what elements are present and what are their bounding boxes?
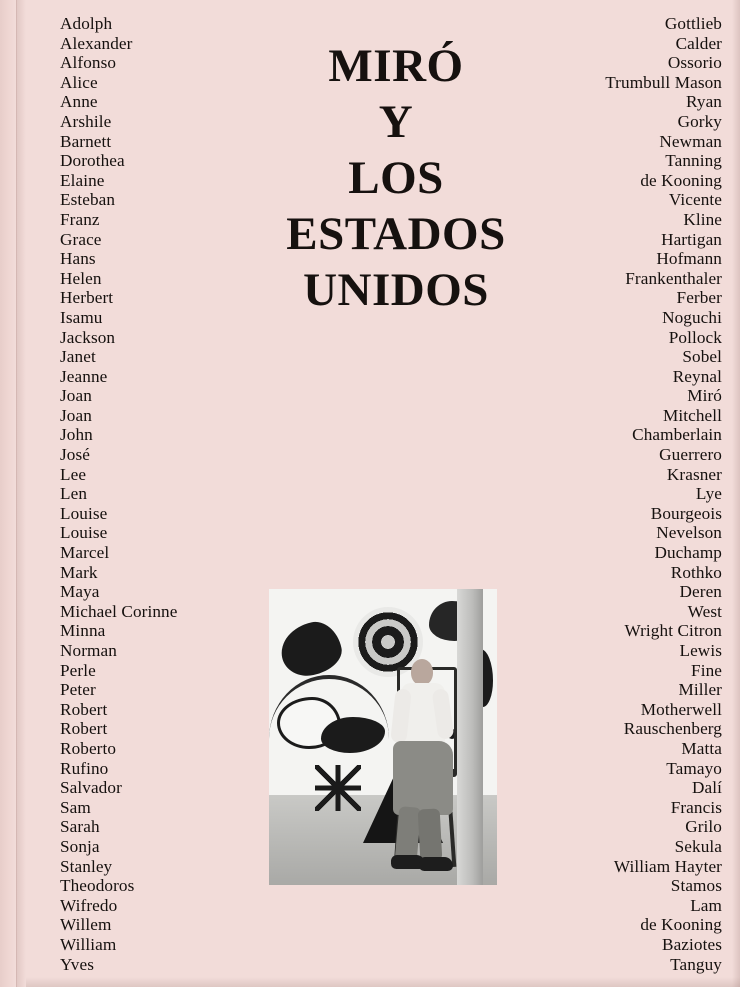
last-name: Tamayo [666,758,722,778]
last-name: Kline [683,209,722,229]
first-name: Arshile [60,111,112,131]
title-line: LOS [348,152,444,204]
last-name: de Kooning [640,170,722,190]
last-name: Noguchi [662,307,722,327]
last-name: Pollock [668,327,722,347]
first-name: Herbert [60,288,114,308]
first-name: Anne [60,92,98,112]
last-name: Mitchell [662,405,722,425]
last-name: Wright Citron [624,621,722,641]
last-name: Lam [690,895,722,915]
first-name: Barnett [60,131,112,151]
last-name: Frankenthaler [625,268,722,288]
title-line: UNIDOS [303,264,489,316]
first-name: William [60,934,117,954]
legs [393,741,453,815]
last-name: Duchamp [654,543,722,563]
last-name: Bourgeois [650,503,722,523]
last-name: Matta [681,738,722,758]
last-name: William Hayter [613,856,722,876]
first-name: Michael Corinne [60,601,178,621]
last-name: Sobel [682,347,722,367]
last-name: Krasner [666,464,722,484]
last-name: Chamberlain [632,425,722,445]
last-names-column [605,14,722,974]
first-name: Alfonso [60,53,117,73]
last-name: Lewis [679,641,722,660]
title-line: MIRÓ [328,40,464,92]
first-name: Alice [60,72,98,92]
spine-shadow [16,0,26,987]
last-name: Nevelson [656,523,722,543]
first-name: Minna [60,621,106,641]
first-name: Franz [60,209,100,229]
first-name: John [60,425,93,445]
first-name: Isamu [60,307,103,327]
seated-man [387,659,461,879]
last-name: Lye [695,484,722,504]
last-name: Vicente [668,190,722,210]
first-name: Marcel [60,543,110,563]
first-name: Yves [60,954,95,974]
title-line: ESTADOS [286,208,506,260]
first-name: Jackson [60,327,116,347]
last-name: Newman [659,131,722,151]
first-name: Robert [60,699,108,719]
last-name: Motherwell [640,699,722,719]
last-name: Ryan [686,92,722,112]
first-name: Rufino [60,758,109,778]
last-name: Grilo [685,817,722,837]
first-name: José [60,445,90,465]
first-name: Louise [60,503,108,523]
first-name: Jeanne [60,366,108,386]
last-name: Baziotes [662,934,722,954]
first-name: Sonja [60,836,100,856]
cover-edge-shading [732,0,740,987]
lower-leg [418,808,443,861]
first-name: Adolph [60,14,113,33]
cover-photograph [269,589,497,885]
first-name: Grace [60,229,102,249]
last-name: de Kooning [640,915,722,935]
last-name: Miró [687,386,722,406]
head [411,659,433,685]
last-name: Tanning [665,151,722,171]
last-name: Ossorio [667,53,722,73]
last-name: Rothko [670,562,722,582]
first-name: Salvador [60,778,122,798]
cover-front [26,0,740,987]
last-name: Guerrero [659,445,722,465]
cover-bottom-shading [26,977,740,987]
first-name: Joan [60,405,92,425]
first-name: Elaine [60,170,105,190]
first-name: Len [60,484,88,504]
book-spine [0,0,17,987]
last-name: Ferber [676,288,722,308]
first-names-column [60,14,177,974]
last-name: West [687,601,722,621]
first-name: Sarah [60,817,100,837]
first-name: Peter [60,680,96,700]
last-name: Hartigan [661,229,722,249]
last-name: Dalí [692,778,722,798]
first-name: Mark [60,562,98,582]
last-name: Tanguy [670,954,722,974]
mural-shape-star [315,765,361,811]
last-name: Gorky [677,111,722,131]
last-name: Hofmann [656,249,722,269]
first-name: Theodoros [60,876,135,896]
first-name: Lee [60,464,87,484]
shoe [419,857,453,871]
first-name: Stanley [60,856,113,876]
mural-background [269,589,497,885]
first-name: Esteban [60,190,116,210]
first-name: Maya [60,582,100,602]
first-name: Willem [60,915,112,935]
last-name: Calder [675,33,722,53]
first-name: Louise [60,523,108,543]
first-name: Janet [60,347,96,367]
last-name: Francis [670,797,722,817]
first-name: Sam [60,797,91,817]
book-title [246,38,546,318]
first-name: Roberto [60,738,117,758]
last-name: Miller [678,680,722,700]
last-name: Gottlieb [664,14,722,33]
last-name: Trumbull Mason [605,72,722,92]
first-name: Joan [60,386,92,406]
last-name: Stamos [670,876,722,896]
first-name: Norman [60,641,117,660]
last-name: Reynal [672,366,722,386]
last-name: Fine [691,660,722,680]
first-name: Robert [60,719,108,739]
photo-content [269,589,497,885]
first-name: Alexander [60,33,133,53]
first-name: Wifredo [60,895,118,915]
last-name: Rauschenberg [623,719,722,739]
last-name: Deren [679,582,722,602]
first-name: Helen [60,268,102,288]
first-name: Dorothea [60,151,125,171]
first-name: Hans [60,249,96,269]
first-name: Perle [60,660,96,680]
last-name: Sekula [674,836,722,856]
title-line: Y [378,96,414,148]
